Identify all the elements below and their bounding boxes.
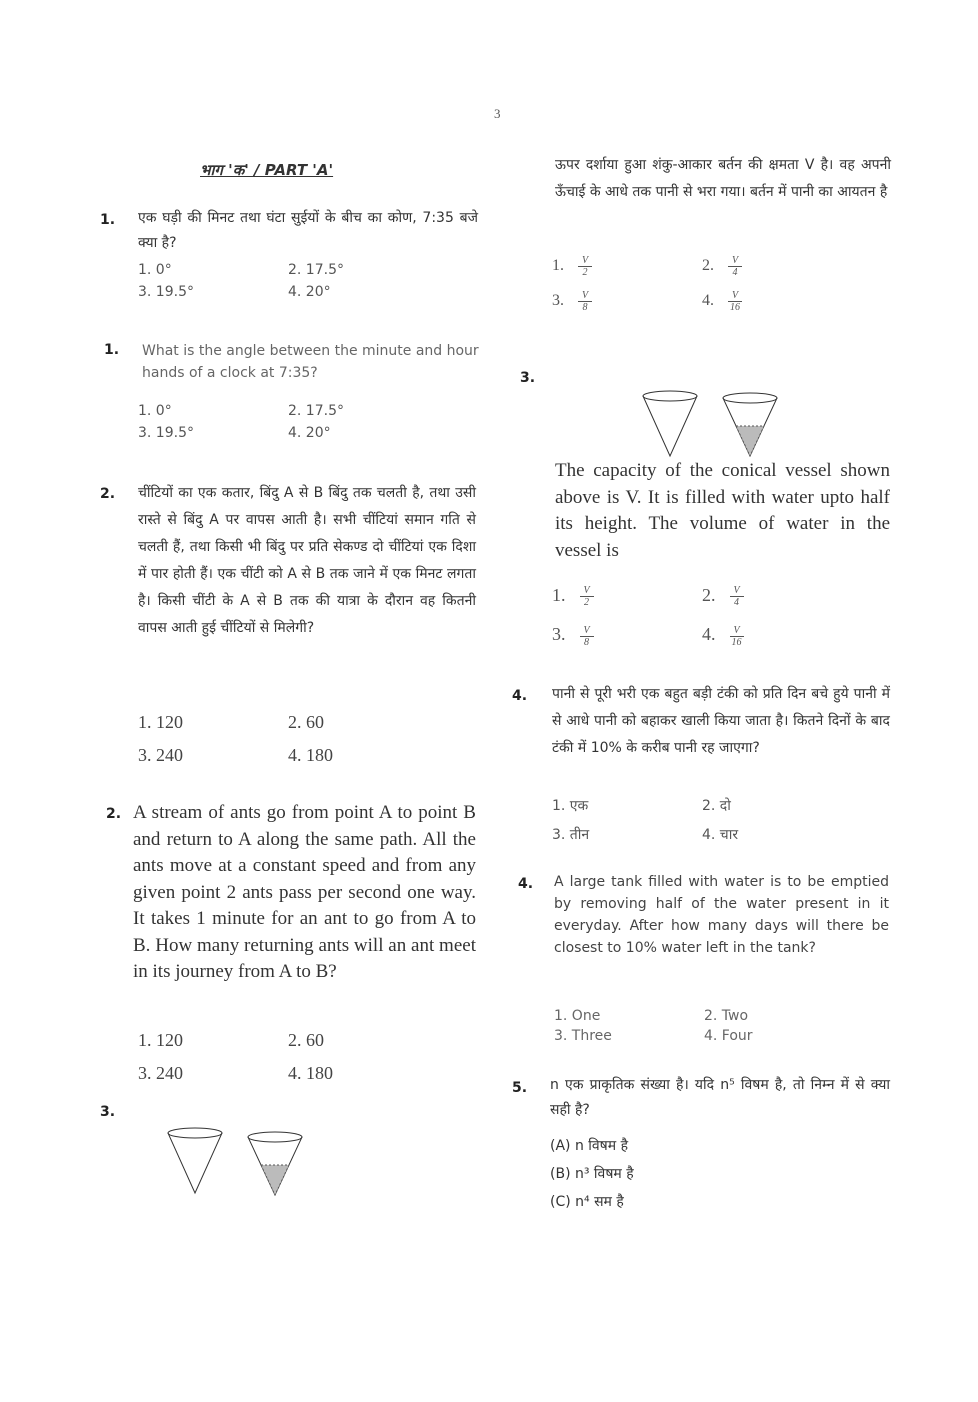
question-5-hindi-options — [550, 1132, 634, 1216]
question-1-hindi-text: एक घड़ी की मिनट तथा घंटा सुईयों के बीच का कोण, 7:35 बजे क्या है? — [138, 210, 478, 251]
question-2-english-text: A stream of ants go from point A to point B and return to A along the same path. All the ants move at a constant speed and from any given point 2 ants pass per second one way. It takes 1 minute for an ant to go from A to B. How many returning ants will an ant meet in its journey from A to B? — [133, 802, 476, 982]
question-3-hindi-options — [552, 255, 852, 313]
option: 3. 19.5° — [138, 284, 194, 300]
question-number: 2. — [106, 806, 122, 822]
option: 3. तीन — [552, 827, 590, 843]
question-4-english-text: A large tank filled with water is to be emptied by removing half of the water present in it everyday. After how many days will there be closest to 10% water left in the tank? — [554, 874, 889, 956]
option: 4. Four — [704, 1028, 753, 1044]
option: (C) n⁴ सम है — [550, 1194, 624, 1210]
option: 4. $\frac{V}{16}$ — [702, 290, 740, 313]
option: 4. 20° — [288, 284, 331, 300]
option: 4. चार — [702, 827, 739, 843]
question-3-english-text: The capacity of the conical vessel shown above is V. It is filled with water upto half its height. The volume of water in the vessel is — [555, 460, 890, 561]
page-number: 3 — [494, 106, 501, 121]
option: 1. 120 — [138, 1030, 183, 1050]
option: 3. $\frac{V}{8}$ — [552, 624, 702, 647]
option: (B) n³ विषम है — [550, 1166, 634, 1182]
option: 3. 240 — [138, 745, 183, 765]
option: 4. 180 — [288, 745, 333, 765]
question-1-english-text: What is the angle between the minute and hour hands of a clock at 7:35? — [142, 343, 479, 381]
question-4-english-options — [554, 1008, 854, 1044]
question-number: 1. — [104, 342, 120, 358]
question-number: 3. — [520, 370, 536, 386]
empty-cone-icon — [168, 1128, 222, 1193]
conical-vessels-figure — [165, 1125, 315, 1200]
option: 3. $\frac{V}{8}$ — [552, 290, 702, 313]
question-number: 3. — [100, 1104, 116, 1120]
option: 2. 60 — [288, 712, 324, 732]
option: 3. 240 — [138, 1063, 183, 1083]
question-number: 1. — [100, 212, 116, 228]
option: 1. 0° — [138, 262, 172, 278]
option: 1. $\frac{V}{2}$ — [552, 585, 702, 608]
option: 2. 17.5° — [288, 403, 344, 419]
option: 3. Three — [554, 1028, 612, 1044]
question-3-hindi-text: ऊपर दर्शाया हुआ शंकु-आकार बर्तन की क्षमता V है। वह अपनी ऊँचाई के आधे तक पानी से भरा गया। बर्तन में पानी का आयतन है — [555, 157, 891, 200]
question-2-hindi-text: चींटियों का एक कतार, बिंदु A से B बिंदु तक चलती है, तथा उसी रास्ते से बिंदु A पर वापस आती है। सभी चींटियां समान गति से चलती हैं, तथा किसी भी बिंदु पर प्रति सेकण्ड दो चींटियां एक दिशा में पार होती हैं। एक चींटी को A से B तक जाने में एक मिनट लगता है। किसी चींटी के A से B तक की यात्रा के दौरान वह कितनी वापस आती हुई चींटियों से मिलेगी? — [138, 485, 476, 636]
option: 4. 20° — [288, 425, 331, 441]
option: 1. $\frac{V}{2}$ — [552, 255, 702, 278]
option: 1. 120 — [138, 712, 183, 732]
question-3-english-options — [552, 585, 852, 648]
option: 2. 17.5° — [288, 262, 344, 278]
option: 3. 19.5° — [138, 425, 194, 441]
empty-cone-icon — [643, 391, 697, 456]
option: 2. $\frac{V}{4}$ — [702, 255, 852, 278]
option: 4. $\frac{V}{16}$ — [702, 624, 742, 648]
question-2-hindi-options — [138, 712, 438, 766]
question-1-hindi-options — [138, 262, 438, 300]
question-4-hindi-options — [552, 796, 852, 844]
question-1-english-options — [138, 403, 438, 441]
conical-vessels-figure — [640, 388, 790, 463]
question-number: 5. — [512, 1080, 528, 1096]
question-number: 4. — [512, 688, 528, 704]
option: 1. एक — [552, 798, 589, 814]
question-5-hindi-text: n एक प्राकृतिक संख्या है। यदि n⁵ विषम है, तो निम्न में से क्या सही है? — [550, 1077, 890, 1118]
page-title: भाग 'क' / PART 'A' — [200, 161, 334, 179]
option: 2. 60 — [288, 1030, 324, 1050]
option: 2. दो — [702, 798, 731, 814]
option: 2. $\frac{V}{4}$ — [702, 585, 852, 608]
half-filled-cone-icon — [248, 1132, 302, 1195]
option: 1. One — [554, 1008, 601, 1024]
question-number: 2. — [100, 486, 116, 502]
option: (A) n विषम है — [550, 1138, 629, 1154]
option: 1. 0° — [138, 403, 172, 419]
half-filled-cone-icon — [723, 393, 777, 456]
option: 4. 180 — [288, 1063, 333, 1083]
question-2-english-options — [138, 1030, 438, 1084]
question-4-hindi-text: पानी से पूरी भरी एक बहुत बड़ी टंकी को प्रति दिन बचे हुये पानी में से आधे पानी को बहाकर खाली किया जाता है। कितने दिनों के बाद टंकी में 10% के करीब पानी रह जाएगा? — [552, 686, 890, 756]
question-number: 4. — [518, 876, 534, 892]
option: 2. Two — [704, 1008, 749, 1024]
